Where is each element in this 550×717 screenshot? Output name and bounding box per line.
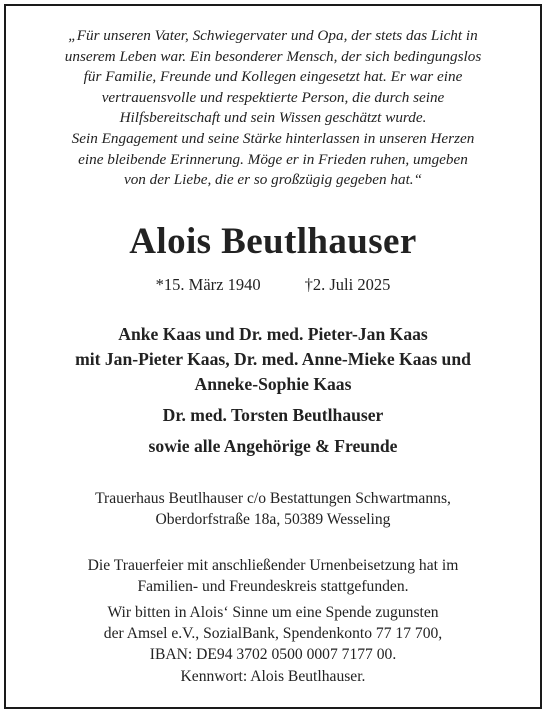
obituary-notice: [6, 6, 540, 707]
memorial-poem: [6, 26, 540, 191]
mourner-line: Anneke-Sophie Kaas: [194, 374, 352, 394]
address-line: Trauerhaus Beutlhauser c/o Bestattungen Schwartmanns,: [95, 490, 451, 507]
donation-line: Kennwort: Alois Beutlhauser.: [180, 667, 366, 685]
mourner-line: Anke Kaas und Dr. med. Pieter-Jan Kaas: [118, 324, 428, 344]
life-dates: [6, 274, 540, 296]
poem-line: unserem Leben war. Ein besonderer Mensch, der sich bedingungslos: [64, 47, 482, 65]
poem-line: Hilfsbereitschaft und sein Wissen geschätzt wurde.: [119, 109, 427, 127]
birth-date: *15. März 1940: [155, 275, 261, 294]
obituary-border: [4, 4, 542, 709]
address-line: Oberdorfstraße 18a, 50389 Wesseling: [155, 511, 391, 528]
donation-line: IBAN: DE94 3702 0500 0007 7177 00.: [149, 646, 397, 664]
ceremony-line: Familien- und Freundeskreis stattgefunden.: [137, 578, 409, 595]
mourner-line: Dr. med. Torsten Beutlhauser: [162, 405, 384, 425]
donation-line: Wir bitten in Alois‘ Sinne um eine Spende zugunsten: [107, 604, 439, 621]
mourner-line: mit Jan-Pieter Kaas, Dr. med. Anne-Mieke Kaas und: [75, 349, 471, 369]
deceased-name: Alois Beutlhauser: [129, 221, 417, 262]
mourner-line: sowie alle Angehörige & Freunde: [148, 436, 398, 456]
ceremony-line: Die Trauerfeier mit anschließender Urnenbeisetzung hat im: [87, 557, 459, 574]
mourners-list: [6, 322, 540, 459]
poem-line: eine bleibende Erinnerung. Möge er in Frieden ruhen, umgeben: [78, 150, 468, 168]
ceremony-note: [6, 555, 540, 597]
poem-line: von der Liebe, die er so großzügig gegeben hat.“: [123, 171, 423, 189]
poem-line: „Für unseren Vater, Schwiegervater und Opa, der stets das Licht in: [68, 27, 478, 44]
mourning-house-address: [6, 488, 540, 530]
death-date: †2. Juli 2025: [304, 275, 391, 294]
poem-line: für Familie, Freunde und Kollegen eingesetzt hat. Er war eine: [83, 68, 463, 86]
donation-request: [6, 602, 540, 687]
donation-line: der Amsel e.V., SozialBank, Spendenkonto 77 17 700,: [103, 625, 443, 643]
poem-line: Sein Engagement und seine Stärke hinterlassen in unseren Herzen: [71, 129, 475, 147]
poem-line: vertrauensvolle und respektierte Person, die durch seine: [101, 88, 445, 106]
